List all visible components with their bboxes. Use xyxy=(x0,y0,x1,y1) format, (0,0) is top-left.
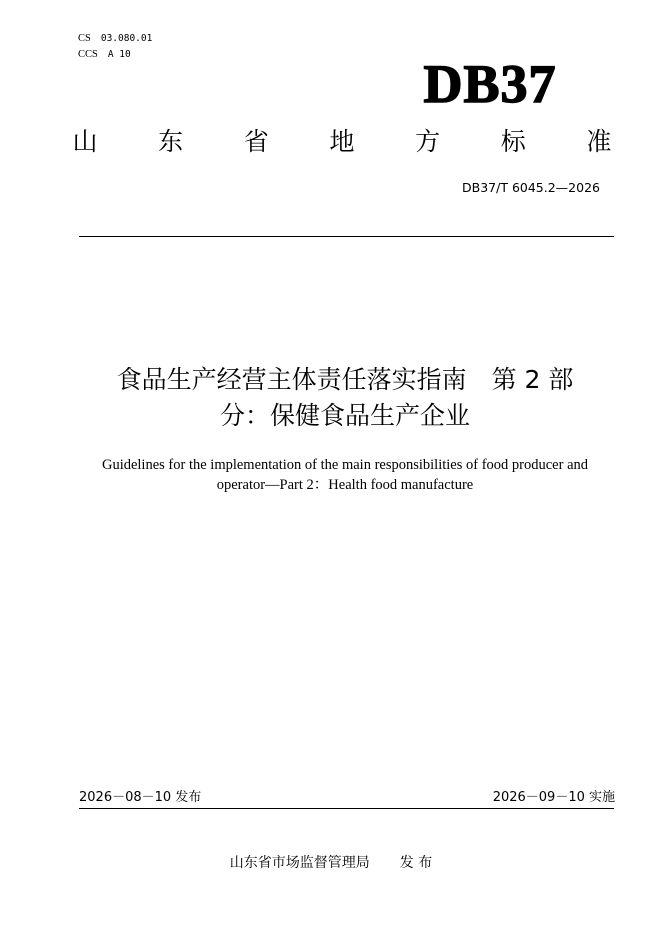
issuer-action: 发 布 xyxy=(399,855,433,871)
ics-code: 03.080.01 xyxy=(100,33,153,44)
title-chinese-line2: 分：保健食品生产企业 xyxy=(219,401,470,430)
title-english-line2: operator—Part 2：Health food manufacture xyxy=(216,477,474,493)
header-divider xyxy=(79,236,614,237)
ccs-label: CCS xyxy=(78,49,98,60)
title-chinese-line1: 食品生产经营主体责任落实指南 第 2 部 xyxy=(116,365,574,394)
standard-number: DB37/T 6045.2—2026 xyxy=(462,180,600,195)
issuer-name: 山东省市场监督管理局 xyxy=(229,855,370,871)
level-title-char: 山 xyxy=(72,127,98,156)
level-title-char: 省 xyxy=(243,127,269,156)
standard-level-title xyxy=(62,126,622,158)
level-title-char: 东 xyxy=(158,127,184,156)
logo-text: DB37 xyxy=(423,54,557,114)
level-title-char: 标 xyxy=(500,127,526,156)
ics-label: CS xyxy=(78,33,91,44)
ccs-code: A 10 xyxy=(107,49,131,60)
title-english-line1: Guidelines for the implementation of the main responsibilities of food producer and xyxy=(101,457,589,473)
ics-classification xyxy=(78,32,152,46)
db37-logo xyxy=(400,52,580,116)
implementation-date: 2026－09－10 实施 xyxy=(492,790,615,805)
footer-divider xyxy=(79,808,614,809)
issuing-authority xyxy=(0,853,662,873)
title-english xyxy=(70,455,620,495)
title-chinese xyxy=(60,362,630,434)
issue-date: 2026－08－10 发布 xyxy=(79,790,202,805)
level-title-char: 准 xyxy=(586,127,612,156)
level-title-char: 地 xyxy=(329,127,355,156)
level-title-char: 方 xyxy=(415,127,441,156)
ccs-classification xyxy=(78,48,131,62)
